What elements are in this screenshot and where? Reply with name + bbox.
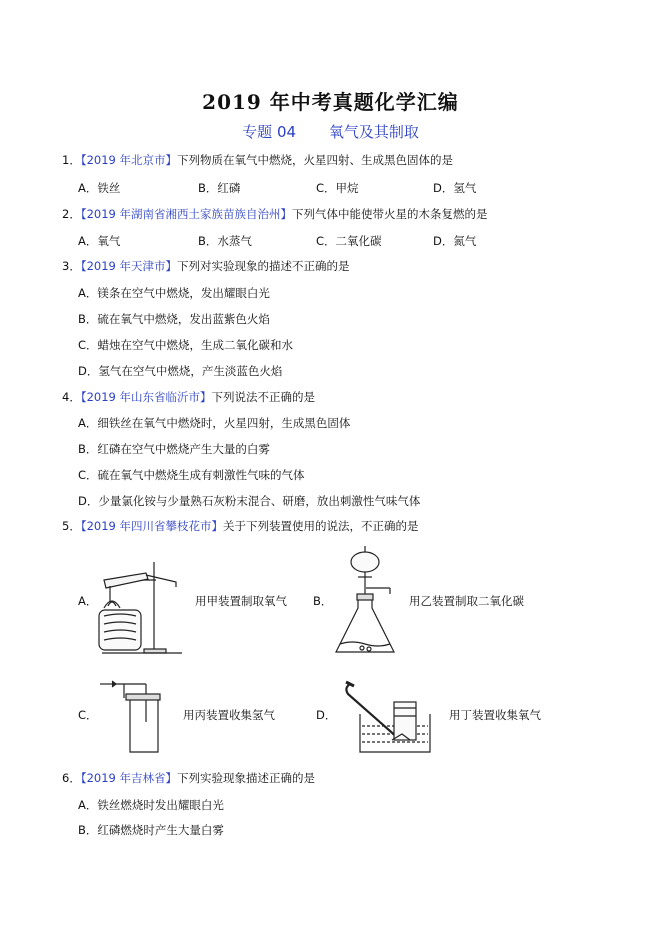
question-source: 【2019 年北京市】 — [80, 153, 177, 167]
q5-figure-label-a: 用甲装置制取氧气 — [195, 594, 287, 608]
q1-option-a: A．铁丝 — [78, 181, 121, 195]
question-number: 6． — [62, 771, 81, 785]
q2-option-d: D．氮气 — [433, 234, 477, 248]
question-6 — [62, 770, 315, 786]
question-5 — [62, 518, 419, 534]
q2-option-c: C．二氧化碳 — [316, 234, 382, 248]
q4-option-b: B．红磷在空气中燃烧产生大量的白雾 — [78, 442, 270, 456]
question-stem: 下列物质在氧气中燃烧，火星四射、生成黑色固体的是 — [177, 153, 453, 167]
q6-option-b: B．红磷燃烧时产生大量白雾 — [78, 823, 224, 837]
question-number: 3． — [62, 259, 81, 273]
page-title: 2019 年中考真题化学汇编 — [202, 90, 459, 114]
question-number: 4． — [62, 390, 81, 404]
q5-figure-label-b: 用乙装置制取二氧化碳 — [409, 594, 524, 608]
question-number: 5． — [62, 519, 81, 533]
question-stem: 下列实验现象描述正确的是 — [177, 771, 315, 785]
q2-option-b: B．水蒸气 — [198, 234, 252, 248]
q2-option-a: A．氧气 — [78, 234, 121, 248]
question-source: 【2019 年山东省临沂市】 — [80, 390, 212, 404]
q5-option-b: B． — [313, 594, 333, 608]
q5-option-c: C． — [78, 708, 98, 722]
question-stem: 关于下列装置使用的说法，不正确的是 — [223, 519, 419, 533]
page-subtitle — [0, 121, 661, 142]
q5-option-a: A． — [78, 594, 98, 608]
apparatus-yi-figure — [332, 544, 398, 660]
question-stem: 下列气体中能使带火星的木条复燃的是 — [292, 207, 488, 221]
q5-figure-label-c: 用丙装置收集氢气 — [183, 708, 275, 722]
q5-option-d: D． — [316, 708, 337, 722]
q4-option-c: C．硫在氧气中燃烧生成有刺激性气味的气体 — [78, 468, 305, 482]
question-source: 【2019 年四川省攀枝花市】 — [80, 519, 223, 533]
q4-option-a: A．细铁丝在氧气中燃烧时，火星四射，生成黑色固体 — [78, 416, 351, 430]
question-4 — [62, 389, 315, 405]
topic-name: 氧气及其制取 — [328, 123, 419, 141]
q6-option-a: A．铁丝燃烧时发出耀眼白光 — [78, 798, 224, 812]
q1-option-c: C．甲烷 — [316, 181, 359, 195]
apparatus-ding-figure — [336, 676, 436, 756]
question-source: 【2019 年湖南省湘西土家族苗族自治州】 — [80, 207, 292, 221]
q3-option-c: C．蜡烛在空气中燃烧，生成二氧化碳和水 — [78, 338, 294, 352]
apparatus-bing-figure — [96, 676, 172, 756]
question-stem: 下列说法不正确的是 — [211, 390, 315, 404]
question-1 — [62, 152, 453, 168]
q3-option-b: B．硫在氧气中燃烧，发出蓝紫色火焰 — [78, 312, 270, 326]
question-stem: 下列对实验现象的描述不正确的是 — [177, 259, 350, 273]
q1-option-b: B．红磷 — [198, 181, 241, 195]
apparatus-jia-figure — [96, 558, 192, 658]
question-number: 1． — [62, 153, 81, 167]
q4-option-d: D．少量氯化铵与少量熟石灰粉末混合、研磨，放出刺激性气味气体 — [78, 494, 421, 508]
q3-option-d: D．氢气在空气中燃烧，产生淡蓝色火焰 — [78, 364, 283, 378]
q3-option-a: A．镁条在空气中燃烧，发出耀眼白光 — [78, 286, 270, 300]
question-3 — [62, 258, 350, 274]
question-source: 【2019 年吉林省】 — [80, 771, 177, 785]
topic-number: 专题 04 — [242, 123, 297, 141]
q5-figure-label-d: 用丁装置收集氧气 — [449, 708, 541, 722]
question-2 — [62, 206, 488, 222]
question-source: 【2019 年天津市】 — [80, 259, 177, 273]
q1-option-d: D．氢气 — [433, 181, 477, 195]
question-number: 2． — [62, 207, 81, 221]
